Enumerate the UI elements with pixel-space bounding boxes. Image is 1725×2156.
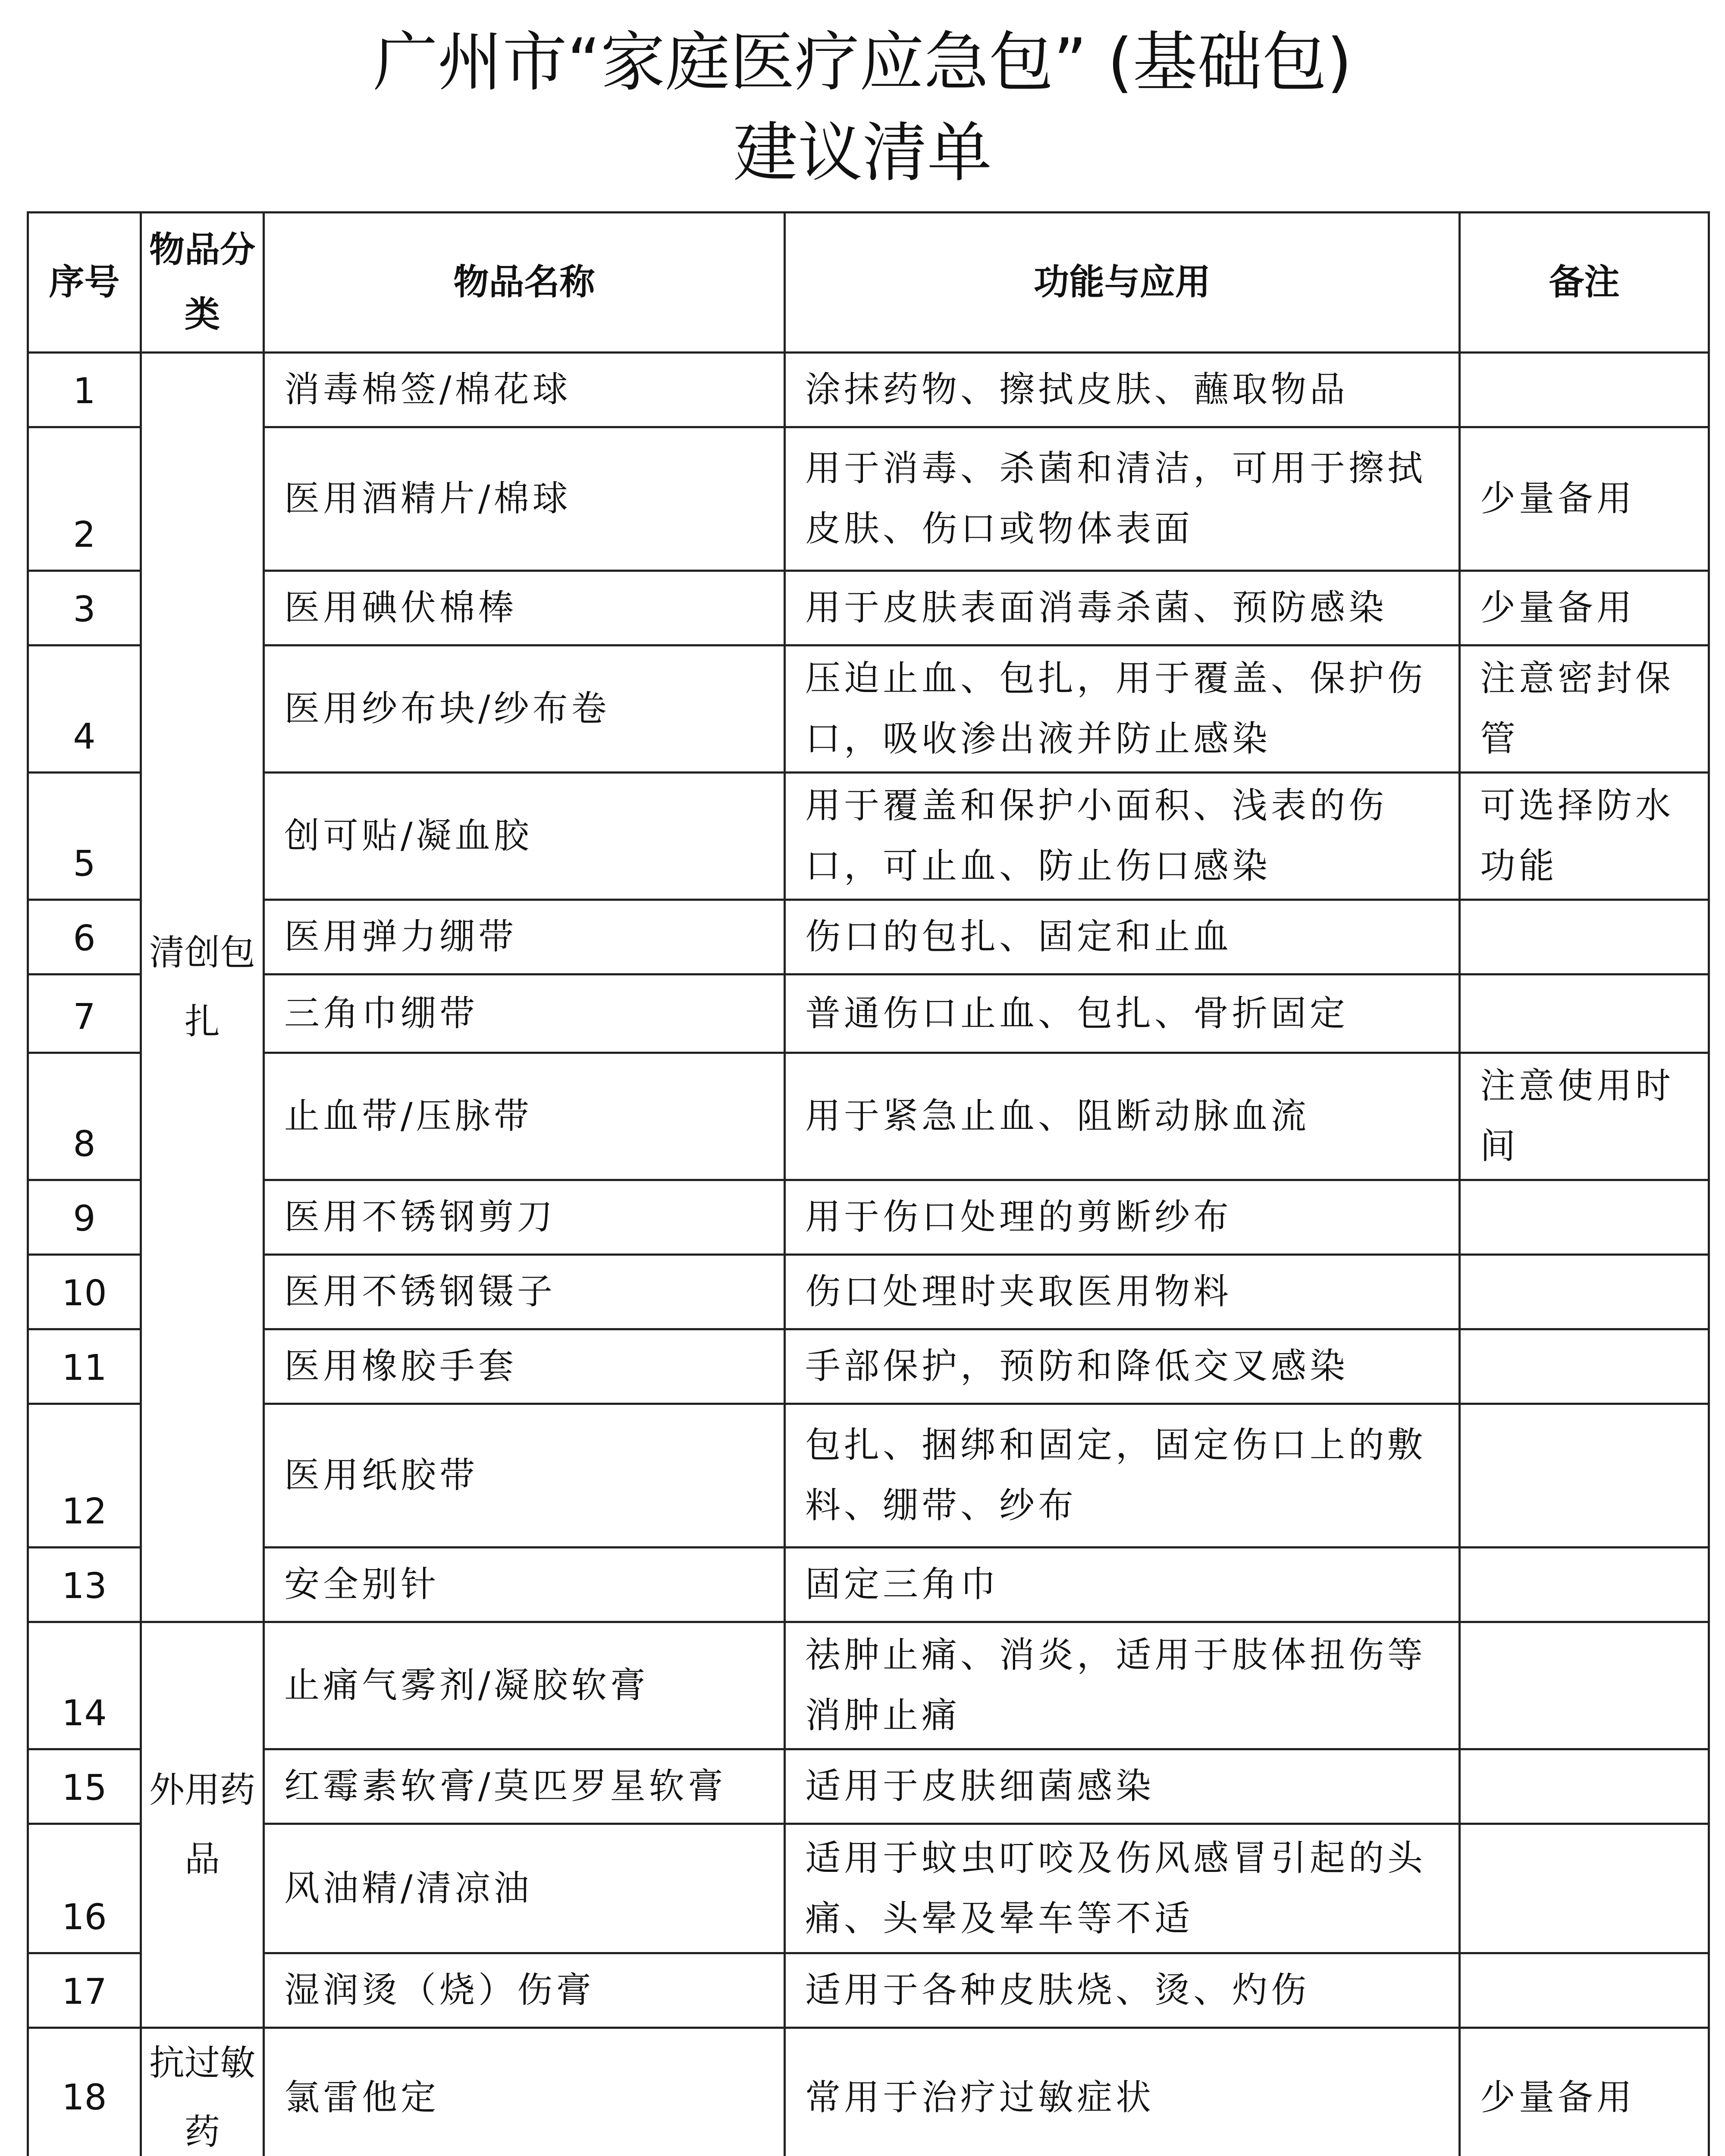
col-header-category: 物品分类	[141, 213, 264, 353]
table-row	[28, 900, 1709, 975]
category-cell: 抗过敏药	[141, 2028, 264, 2156]
page-title: 广州市“家庭医疗应急包” (基础包)	[0, 30, 1725, 95]
item-note: 注意使用时间	[1460, 1053, 1709, 1180]
table-row	[28, 571, 1709, 646]
item-function: 用于皮肤表面消毒杀菌、预防感染	[785, 571, 1460, 646]
row-number: 17	[28, 1953, 141, 2028]
item-name: 止血带/压脉带	[264, 1053, 785, 1180]
table-row	[28, 2028, 1709, 2156]
page-subtitle: 建议清单	[0, 121, 1725, 185]
item-name: 医用不锈钢镊子	[264, 1255, 785, 1329]
row-number: 14	[28, 1622, 141, 1749]
table-row	[28, 1824, 1709, 1953]
item-function: 涂抹药物、擦拭皮肤、蘸取物品	[785, 353, 1460, 427]
item-name: 三角巾绷带	[264, 975, 785, 1053]
row-number: 12	[28, 1404, 141, 1548]
item-function: 用于覆盖和保护小面积、浅表的伤口，可止血、防止伤口感染	[785, 773, 1460, 900]
item-function: 适用于皮肤细菌感染	[785, 1749, 1460, 1824]
item-note	[1460, 1404, 1709, 1548]
category-cell: 外用药品	[141, 1622, 264, 2028]
item-note: 少量备用	[1460, 2028, 1709, 2156]
item-function: 用于消毒、杀菌和清洁，可用于擦拭皮肤、伤口或物体表面	[785, 427, 1460, 571]
table-row	[28, 1329, 1709, 1404]
col-header-note: 备注	[1460, 213, 1709, 353]
table-row	[28, 1404, 1709, 1548]
col-header-name: 物品名称	[264, 213, 785, 353]
row-number: 4	[28, 646, 141, 773]
item-name: 医用碘伏棉棒	[264, 571, 785, 646]
row-number: 9	[28, 1180, 141, 1255]
item-name: 氯雷他定	[264, 2028, 785, 2156]
table-row	[28, 353, 1709, 427]
row-number: 3	[28, 571, 141, 646]
item-name: 消毒棉签/棉花球	[264, 353, 785, 427]
item-name: 医用橡胶手套	[264, 1329, 785, 1404]
row-number: 15	[28, 1749, 141, 1824]
item-function: 祛肿止痛、消炎，适用于肢体扭伤等消肿止痛	[785, 1622, 1460, 1749]
kit-table	[27, 211, 1710, 2156]
item-note	[1460, 975, 1709, 1053]
item-note	[1460, 1749, 1709, 1824]
item-function: 常用于治疗过敏症状	[785, 2028, 1460, 2156]
item-name: 止痛气雾剂/凝胶软膏	[264, 1622, 785, 1749]
item-name: 风油精/清凉油	[264, 1824, 785, 1953]
item-note: 注意密封保管	[1460, 646, 1709, 773]
table-row	[28, 427, 1709, 571]
item-note: 少量备用	[1460, 571, 1709, 646]
item-function: 适用于各种皮肤烧、烫、灼伤	[785, 1953, 1460, 2028]
item-function: 用于伤口处理的剪断纱布	[785, 1180, 1460, 1255]
row-number: 8	[28, 1053, 141, 1180]
item-note: 少量备用	[1460, 427, 1709, 571]
item-function: 普通伤口止血、包扎、骨折固定	[785, 975, 1460, 1053]
row-number: 2	[28, 427, 141, 571]
table-row	[28, 773, 1709, 900]
category-cell: 清创包扎	[141, 353, 264, 1622]
item-name: 医用不锈钢剪刀	[264, 1180, 785, 1255]
item-name: 医用纱布块/纱布卷	[264, 646, 785, 773]
table-row	[28, 1053, 1709, 1180]
item-function: 包扎、捆绑和固定，固定伤口上的敷料、绷带、纱布	[785, 1404, 1460, 1548]
row-number: 16	[28, 1824, 141, 1953]
item-function: 伤口处理时夹取医用物料	[785, 1255, 1460, 1329]
item-name: 安全别针	[264, 1548, 785, 1622]
row-number: 1	[28, 353, 141, 427]
col-header-function: 功能与应用	[785, 213, 1460, 353]
table-row	[28, 1548, 1709, 1622]
table-row	[28, 646, 1709, 773]
item-note	[1460, 1255, 1709, 1329]
item-name: 红霉素软膏/莫匹罗星软膏	[264, 1749, 785, 1824]
table-row	[28, 1953, 1709, 2028]
item-name: 创可贴/凝血胶	[264, 773, 785, 900]
item-note	[1460, 1329, 1709, 1404]
item-note	[1460, 1953, 1709, 2028]
row-number: 5	[28, 773, 141, 900]
item-name: 湿润烫（烧）伤膏	[264, 1953, 785, 2028]
table-row	[28, 1255, 1709, 1329]
row-number: 18	[28, 2028, 141, 2156]
table-row	[28, 1622, 1709, 1749]
item-note	[1460, 353, 1709, 427]
header-row	[28, 213, 1709, 353]
item-function: 压迫止血、包扎，用于覆盖、保护伤口，吸收渗出液并防止感染	[785, 646, 1460, 773]
table-row	[28, 1749, 1709, 1824]
item-note	[1460, 1622, 1709, 1749]
item-name: 医用弹力绷带	[264, 900, 785, 975]
row-number: 10	[28, 1255, 141, 1329]
item-name: 医用酒精片/棉球	[264, 427, 785, 571]
item-note	[1460, 1548, 1709, 1622]
col-header-seq: 序号	[28, 213, 141, 353]
item-function: 固定三角巾	[785, 1548, 1460, 1622]
row-number: 6	[28, 900, 141, 975]
item-note: 可选择防水功能	[1460, 773, 1709, 900]
row-number: 11	[28, 1329, 141, 1404]
item-function: 伤口的包扎、固定和止血	[785, 900, 1460, 975]
row-number: 7	[28, 975, 141, 1053]
item-function: 手部保护，预防和降低交叉感染	[785, 1329, 1460, 1404]
item-name: 医用纸胶带	[264, 1404, 785, 1548]
table-row	[28, 1180, 1709, 1255]
item-note	[1460, 1180, 1709, 1255]
row-number: 13	[28, 1548, 141, 1622]
table-row	[28, 975, 1709, 1053]
item-function: 适用于蚊虫叮咬及伤风感冒引起的头痛、头晕及晕车等不适	[785, 1824, 1460, 1953]
item-function: 用于紧急止血、阻断动脉血流	[785, 1053, 1460, 1180]
item-note	[1460, 1824, 1709, 1953]
item-note	[1460, 900, 1709, 975]
